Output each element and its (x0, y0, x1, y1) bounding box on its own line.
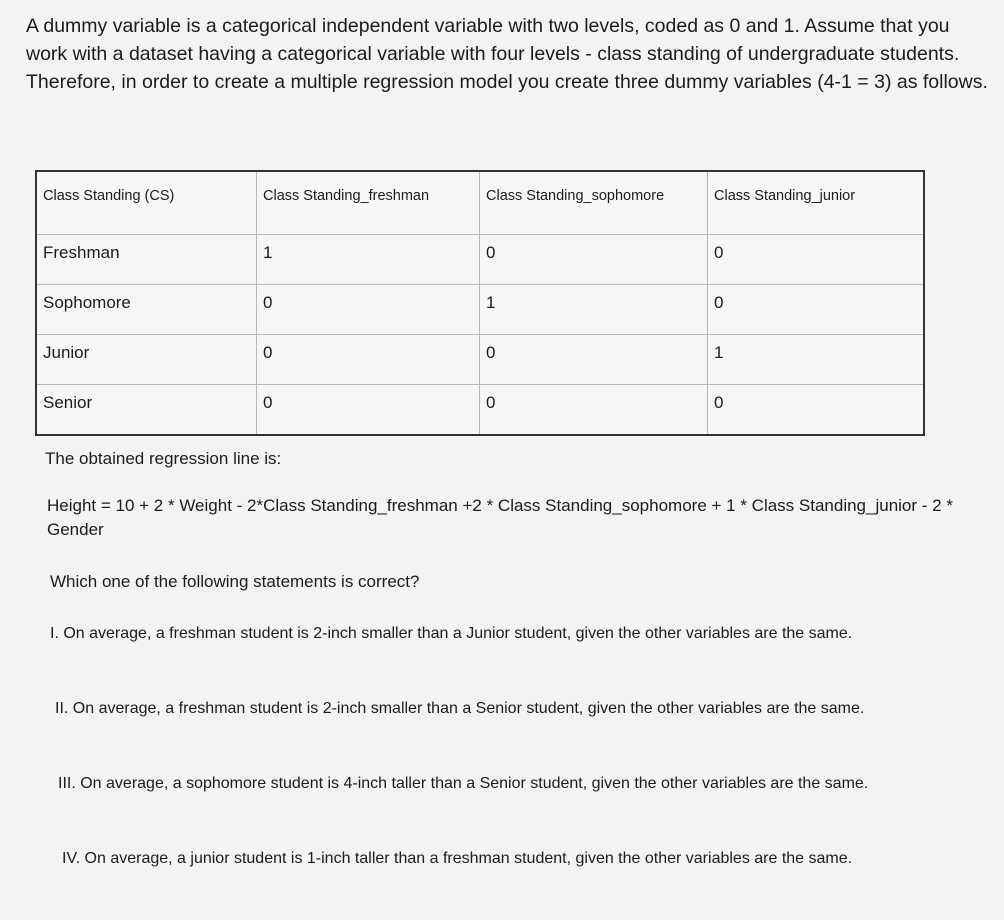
regression-equation: Height = 10 + 2 * Weight - 2*Class Standing_freshman +2 * Class Standing_sophomore + 1 * Class Standing_junior - 2 * Gender (47, 496, 953, 539)
table-cell: 0 (708, 235, 925, 285)
regression-label: The obtained regression line is: (45, 449, 282, 468)
table-cell: 1 (708, 335, 925, 385)
table-cell: Sophomore (36, 285, 257, 335)
table-cell: 0 (480, 235, 708, 285)
table-cell: 0 (257, 335, 480, 385)
intro-paragraph: A dummy variable is a categorical independent variable with two levels, coded as 0 and 1. Assume that you work with a dataset having a categorical variable with four levels - class standing of undergraduate students. Therefore, in order to create a multiple regression model you create three dummy variables (4-1 = 3) as follows. (26, 15, 988, 93)
table-row (36, 285, 924, 335)
table-cell: 1 (257, 235, 480, 285)
statement-4: IV. On average, a junior student is 1-inch taller than a freshman student, given the other variables are the same. (62, 850, 853, 867)
statement-3: III. On average, a sophomore student is 4-inch taller than a Senior student, given the other variables are the same. (58, 775, 869, 792)
dummy-variable-table (35, 170, 925, 436)
table-cell: 0 (257, 285, 480, 335)
table-header: Class Standing_sophomore (480, 171, 708, 235)
table-cell: Freshman (36, 235, 257, 285)
statement-1: I. On average, a freshman student is 2-inch smaller than a Junior student, given the other variables are the same. (50, 625, 853, 642)
table-row (36, 335, 924, 385)
table-cell: 0 (257, 385, 480, 436)
table-cell: 0 (480, 385, 708, 436)
table-cell: 1 (480, 285, 708, 335)
table-cell: Junior (36, 335, 257, 385)
table-header-row (36, 171, 924, 235)
table-cell: 0 (480, 335, 708, 385)
table-cell: Senior (36, 385, 257, 436)
table-row (36, 385, 924, 436)
table-header: Class Standing (CS) (36, 171, 257, 235)
statement-2: II. On average, a freshman student is 2-inch smaller than a Senior student, given the other variables are the same. (55, 700, 865, 717)
question-text: Which one of the following statements is correct? (50, 572, 420, 591)
table-cell: 0 (708, 285, 925, 335)
table-header: Class Standing_freshman (257, 171, 480, 235)
table-cell: 0 (708, 385, 925, 436)
table-header: Class Standing_junior (708, 171, 925, 235)
table-row (36, 235, 924, 285)
